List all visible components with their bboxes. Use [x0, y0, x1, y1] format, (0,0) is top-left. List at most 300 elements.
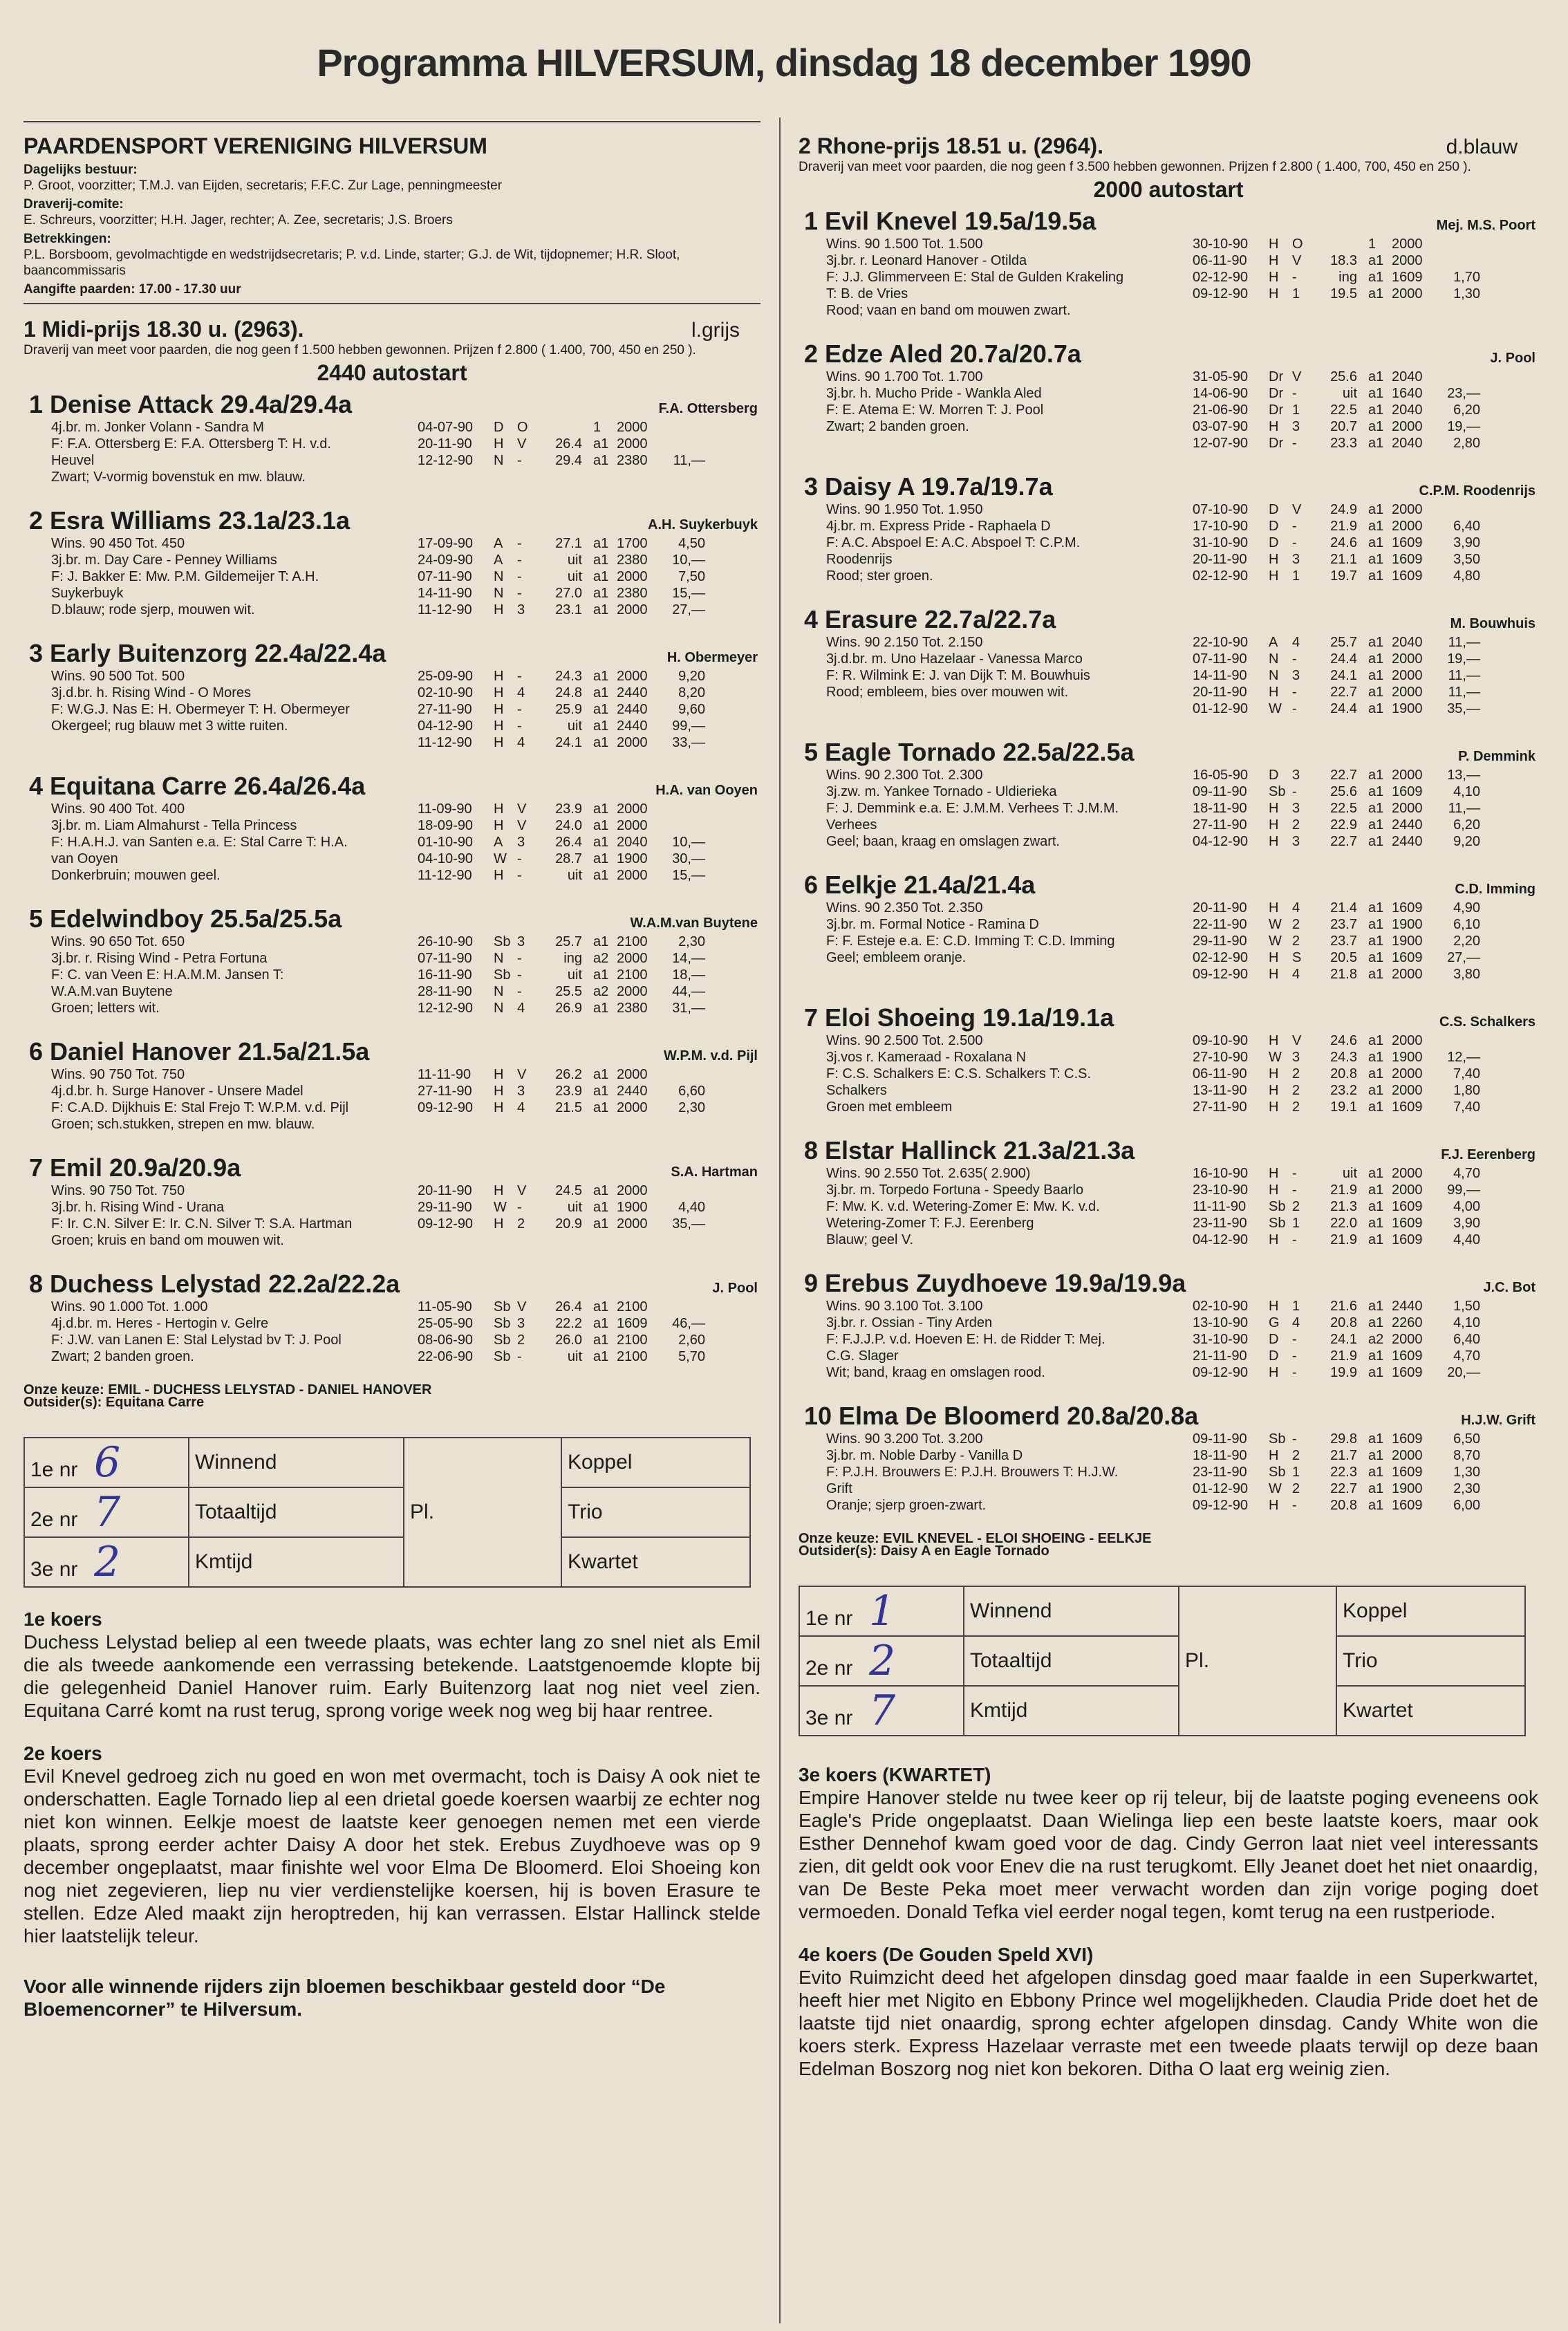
horse-entry	[24, 1153, 760, 1249]
result-cell: 22.7	[1330, 685, 1357, 700]
result-cell: a1	[1368, 519, 1384, 534]
result-cell	[1439, 236, 1480, 252]
left-column	[24, 121, 760, 2021]
race-conditions: Draverij van meet voor paarden, die nog geen f 3.500 hebben gewonnen. Prijzen f 2.800 ( 1.400, 700, 450 en 250 ).	[799, 160, 1471, 174]
result-cell: 24-09-90	[418, 552, 474, 568]
result-cell: 31-05-90	[1193, 369, 1249, 384]
result-cell: -	[1292, 1365, 1297, 1380]
result-cell: 2000	[617, 1100, 648, 1115]
result-cell: 06-11-90	[1193, 253, 1247, 268]
result-row	[1193, 535, 1538, 551]
result-cell: 18-11-90	[1193, 801, 1247, 816]
result-form-row	[24, 1438, 750, 1487]
result-cell: 4,90	[1453, 900, 1480, 916]
result-cell: 31-10-90	[1193, 535, 1249, 550]
result-cell: 18-11-90	[1193, 1448, 1247, 1463]
info-line: F: R. Wilmink E: J. van Dijk T: M. Bouwhuis	[826, 668, 1090, 683]
horse-name: 3 Early Buitenzorg 22.4a/22.4a	[29, 639, 386, 667]
horse-trainer: F.A. Ottersberg	[658, 401, 758, 416]
info-line: Wins. 90 1.950 Tot. 1.950	[826, 502, 983, 517]
result-cell	[541, 419, 582, 436]
result-cell: -	[1292, 535, 1297, 550]
result-cell: 21.6	[1330, 1299, 1357, 1314]
result-row	[418, 1199, 760, 1216]
result-row	[1193, 435, 1538, 452]
result-cell: 1,30	[1453, 286, 1480, 301]
result-cell: N	[494, 569, 504, 584]
result-cell: A	[1269, 635, 1278, 650]
result-cell: uit	[567, 1349, 582, 1364]
result-cell: 3	[1292, 1050, 1300, 1065]
result-cell: 4,00	[1453, 1199, 1480, 1214]
result-cell: a1	[1368, 1481, 1384, 1496]
result-row	[1193, 667, 1538, 684]
horse-entry	[24, 639, 760, 751]
result-cell: 02-12-90	[1193, 568, 1249, 584]
info-line: Wins. 90 1.700 Tot. 1.700	[826, 369, 983, 384]
result-row	[1193, 1165, 1538, 1182]
result-cell: 4	[517, 685, 525, 700]
result-cell: a1	[1368, 1232, 1384, 1247]
result-cell: 12-07-90	[1193, 436, 1249, 451]
info-line: 3j.br. m. Day Care - Penney Williams	[51, 552, 277, 568]
result-cell: 02-10-90	[418, 685, 474, 700]
horse-header	[799, 1136, 1538, 1165]
result-cell: 2000	[617, 436, 648, 452]
result-cell: ing	[1338, 270, 1357, 285]
form-results	[1193, 1165, 1538, 1248]
result-cell: 09-10-90	[1193, 1033, 1249, 1048]
result-cell: 25-09-90	[418, 669, 474, 684]
info-line: Wins. 90 400 Tot. 400	[51, 801, 185, 817]
result-cell: 9,20	[1453, 834, 1480, 849]
result-cell: 2	[1292, 1199, 1300, 1214]
result-cell: H	[494, 718, 504, 734]
horse-info	[799, 1165, 1193, 1248]
place-cell	[24, 1438, 189, 1487]
form-results	[418, 535, 760, 618]
result-cell: 20,—	[1447, 1365, 1480, 1380]
result-cell: 1700	[617, 536, 648, 551]
horse-entry	[24, 506, 760, 618]
result-cell	[1316, 236, 1357, 252]
result-cell: a1	[1368, 1315, 1384, 1330]
result-cell: 11,—	[673, 453, 705, 468]
result-cell: 21.4	[1330, 900, 1357, 916]
info-line: Groen; letters wit.	[51, 1001, 160, 1016]
result-cell: Dr	[1269, 369, 1284, 384]
info-line: Geel; baan, kraag en omslagen zwart.	[826, 834, 1060, 849]
form-results	[1193, 634, 1538, 717]
result-row	[1193, 817, 1538, 833]
result-cell: 2	[1292, 1083, 1300, 1098]
result-cell: 16-10-90	[1193, 1166, 1249, 1181]
result-cell: 2	[1292, 1448, 1300, 1463]
result-cell	[664, 801, 705, 817]
result-cell: -	[1292, 1332, 1297, 1347]
horse-trainer: W.P.M. v.d. Pijl	[664, 1048, 758, 1064]
result-cell: 2260	[1392, 1315, 1423, 1330]
result-cell: 11-11-90	[418, 1067, 472, 1082]
horse-header	[799, 207, 1538, 236]
result-row	[1193, 369, 1538, 385]
result-cell: 2100	[617, 967, 648, 983]
result-row	[418, 452, 760, 469]
race-review	[24, 1608, 760, 1722]
review-text: Empire Hanover stelde nu twee keer op rij teleur, bij de laatste poging eveneens ook Eagle's Pride ongeplaatst. Daan Wielinga liep een beste laatste koers, maar ook Esther Dennehof kwam goed voor de dag. Cindy Gerron laat niet veel interessants zien, dit geldt ook voor Enev die na rust terugkomt. Elly Jeanet doet het niet onaardig, van De Beste Peka moet meer verwacht worden dan zijn vorige poging doet vermoeden. Donald Tefka viel eerder nogal tegen, komt terug na een rustperiode.	[799, 1787, 1538, 1922]
result-cell: 18-09-90	[418, 818, 474, 833]
bet-type: Koppel	[561, 1438, 750, 1487]
result-cell: -	[517, 552, 522, 568]
info-line: F: H.A.H.J. van Santen e.a. E: Stal Carre T: H.A.	[51, 835, 348, 850]
place-cell	[799, 1636, 964, 1686]
horse-entry	[799, 1269, 1538, 1381]
result-cell: 35,—	[672, 1216, 705, 1232]
result-cell: a1	[593, 934, 609, 949]
result-cell: 22.7	[1330, 768, 1357, 783]
horse-entry	[799, 605, 1538, 717]
result-cell: W	[494, 851, 507, 866]
horse-details	[24, 1066, 760, 1133]
result-cell: Dr	[1269, 436, 1284, 451]
result-row	[1193, 1480, 1538, 1497]
our-choice: Onze keuze: EMIL - DUCHESS LELYSTAD - DANIEL HANOVER	[24, 1382, 432, 1397]
result-cell: 28.7	[555, 851, 582, 866]
horse-name: 5 Eagle Tornado 22.5a/22.5a	[804, 738, 1135, 766]
info-line: Groen; sch.stukken, strepen en mw. blauw.	[51, 1117, 315, 1132]
result-cell: H	[494, 436, 504, 452]
result-cell: 3	[1292, 552, 1300, 567]
association-section	[24, 196, 760, 228]
result-cell: 21.5	[555, 1100, 582, 1115]
horse-info	[799, 1431, 1193, 1514]
result-cell: a1	[1368, 651, 1384, 667]
result-cell: 04-12-90	[418, 718, 474, 734]
result-cell: V	[517, 1183, 527, 1198]
info-line: 3j.br. r. Leonard Hanover - Otilda	[826, 253, 1027, 268]
result-cell: 04-12-90	[1193, 834, 1249, 849]
result-row	[1193, 501, 1538, 518]
result-row	[1193, 568, 1538, 584]
result-cell: 09-12-90	[418, 1100, 474, 1115]
result-cell: 10,—	[672, 552, 705, 568]
result-cell: a1	[593, 718, 609, 734]
result-cell: 09-11-90	[1193, 1431, 1247, 1447]
result-cell: a1	[1368, 1299, 1384, 1314]
form-results	[418, 1299, 760, 1365]
result-row	[418, 734, 760, 751]
result-cell: a1	[593, 1084, 609, 1099]
result-row	[1193, 1431, 1538, 1447]
result-row	[1193, 1331, 1538, 1348]
result-cell: 3	[1292, 419, 1300, 434]
result-cell	[664, 436, 705, 452]
result-cell: H	[1269, 1448, 1279, 1463]
result-cell: a1	[1368, 1498, 1384, 1513]
result-cell: 2000	[617, 669, 648, 684]
place-label: 3e nr	[805, 1707, 853, 1729]
result-cell: 2440	[617, 718, 648, 734]
result-cell: a2	[1368, 1332, 1384, 1347]
result-row	[418, 867, 760, 884]
result-cell: 23-11-90	[1193, 1216, 1247, 1231]
result-cell: H	[494, 801, 504, 817]
result-cell: N	[494, 453, 504, 468]
result-cell: 11-12-90	[418, 868, 472, 883]
result-cell: 5,70	[678, 1349, 705, 1364]
form-results	[418, 668, 760, 751]
place-cell	[799, 1586, 964, 1636]
result-cell: 4	[1292, 1315, 1300, 1330]
info-line: Groen met embleem	[826, 1099, 953, 1115]
result-cell: 1	[1368, 236, 1376, 252]
info-line: 3j.br. m. Noble Darby - Vanilla D	[826, 1448, 1023, 1463]
horse-details	[799, 1165, 1538, 1248]
result-cell: 27,—	[672, 602, 705, 617]
form-results	[1193, 900, 1538, 983]
info-line: F: C.A.D. Dijkhuis E: Stal Frejo T: W.P.M. v.d. Pijl	[51, 1100, 349, 1115]
result-cell: H	[494, 818, 504, 833]
horse-name: 6 Daniel Hanover 21.5a/21.5a	[29, 1037, 370, 1066]
result-cell: -	[1292, 1431, 1297, 1447]
result-cell: 21.1	[1330, 552, 1357, 567]
horse-header	[24, 1270, 760, 1299]
result-cell: 31,—	[672, 1001, 705, 1016]
result-cell: 29.4	[555, 453, 582, 468]
horse-info	[799, 1298, 1193, 1381]
result-cell: 3	[1292, 768, 1300, 783]
result-cell: 2,30	[1453, 1481, 1480, 1496]
result-cell: -	[517, 1200, 522, 1215]
our-choice: Onze keuze: EVIL KNEVEL - ELOI SHOEING - EELKJE	[799, 1531, 1152, 1546]
result-cell: 9,20	[678, 669, 705, 684]
result-cell: -	[1292, 1232, 1297, 1247]
result-cell: 26.0	[555, 1332, 582, 1348]
horse-header	[24, 506, 760, 535]
info-line: Roodenrijs	[826, 552, 893, 567]
horse-trainer: W.A.M.van Buytene	[630, 916, 758, 931]
result-row	[418, 851, 760, 867]
result-row	[1193, 1066, 1538, 1082]
horse-name: 5 Edelwindboy 25.5a/25.5a	[29, 904, 342, 933]
horse-trainer: H. Obermeyer	[666, 650, 758, 665]
review-heading: 2e koers	[24, 1743, 102, 1764]
result-row	[418, 817, 760, 834]
info-line: Rood; vaan en band om mouwen zwart.	[826, 303, 1071, 318]
result-cell: 27-11-90	[1193, 1099, 1247, 1115]
result-cell: 19,—	[1447, 419, 1480, 434]
result-cell: a1	[1368, 1099, 1384, 1115]
result-row	[1193, 767, 1538, 783]
result-cell: a1	[1368, 502, 1384, 517]
result-cell: V	[1292, 502, 1302, 517]
result-cell: 6,10	[1453, 917, 1480, 932]
result-row	[418, 1182, 760, 1199]
result-row	[1193, 286, 1538, 302]
result-row	[418, 983, 760, 1000]
result-cell: uit	[1342, 386, 1357, 401]
horse-details	[799, 1431, 1538, 1514]
result-cell: 01-12-90	[1193, 1481, 1249, 1496]
outsiders: Outsider(s): Equitana Carre	[24, 1395, 205, 1410]
result-cell: N	[494, 586, 504, 601]
result-cell: 21-06-90	[1193, 402, 1249, 418]
result-cell: 24.3	[1330, 1050, 1357, 1065]
result-row	[418, 934, 760, 950]
result-cell: -	[1292, 1348, 1297, 1364]
horse-info	[24, 1182, 418, 1249]
result-cell: 4	[1292, 967, 1300, 982]
place-label: 2e nr	[30, 1508, 78, 1531]
result-cell: V	[517, 1067, 527, 1082]
result-cell: 2000	[617, 602, 648, 617]
result-cell: H	[1269, 236, 1279, 252]
result-cell: 14-11-90	[418, 586, 472, 601]
result-cell: N	[494, 1001, 504, 1016]
result-cell: 15,—	[672, 586, 705, 601]
result-row	[1193, 1082, 1538, 1099]
form-results	[1193, 1431, 1538, 1514]
horse-entry	[24, 1270, 760, 1365]
result-cell: 4,50	[678, 536, 705, 551]
result-cell: a1	[593, 586, 609, 601]
info-line: F: W.G.J. Nas E: H. Obermeyer T: H. Obermeyer	[51, 702, 350, 717]
form-results	[1193, 369, 1538, 452]
result-cell: 22.0	[1330, 1216, 1357, 1231]
result-cell: a1	[1368, 768, 1384, 783]
result-cell: N	[1269, 668, 1279, 683]
result-cell: H	[1269, 1299, 1279, 1314]
result-cell: 2000	[1392, 1182, 1423, 1198]
result-cell: 1,80	[1453, 1083, 1480, 1098]
result-cell: 19.5	[1330, 286, 1357, 301]
result-row	[1193, 1364, 1538, 1381]
form-results	[1193, 767, 1538, 850]
result-cell: 24.5	[555, 1183, 582, 1198]
result-cell: 24.1	[1330, 1332, 1357, 1347]
horse-info	[799, 1032, 1193, 1115]
result-cell: H	[1269, 1033, 1279, 1048]
result-row	[418, 1332, 760, 1348]
result-cell: G	[1269, 1315, 1280, 1330]
result-cell: uit	[567, 1200, 582, 1215]
result-row	[418, 801, 760, 817]
result-cell: W	[1269, 917, 1282, 932]
horse-entry	[799, 738, 1538, 850]
horse-details	[24, 419, 760, 485]
race-distance: 2000 autostart	[1093, 177, 1244, 202]
result-cell: H	[1269, 1099, 1279, 1115]
horse-trainer: A.H. Suykerbuyk	[648, 517, 758, 532]
result-cell: 07-11-90	[1193, 651, 1247, 667]
result-row	[1193, 800, 1538, 817]
result-cell: Dr	[1269, 402, 1284, 418]
result-cell: a1	[1368, 568, 1384, 584]
result-cell: 2040	[617, 835, 648, 850]
result-cell: a1	[1368, 934, 1384, 949]
result-cell: -	[517, 702, 522, 717]
result-cell: 2	[1292, 934, 1300, 949]
horse-trainer: H.A. van Ooyen	[655, 783, 758, 798]
result-cell: 12-12-90	[418, 1001, 474, 1016]
bet-type: Trio	[1336, 1636, 1525, 1686]
result-cell: 4,70	[1453, 1348, 1480, 1364]
section-heading: Dagelijks bestuur:	[24, 162, 138, 177]
info-line: Wins. 90 750 Tot. 750	[51, 1183, 185, 1198]
horse-name: 6 Eelkje 21.4a/21.4a	[804, 871, 1036, 899]
result-cell: 22.2	[555, 1316, 582, 1331]
info-line: 4j.d.br. h. Surge Hanover - Unsere Madel	[51, 1084, 304, 1099]
result-cell: Sb	[1269, 1465, 1286, 1480]
result-cell: -	[517, 984, 522, 999]
result-cell: a1	[1368, 817, 1384, 833]
result-cell: 30,—	[672, 851, 705, 866]
horse-entry	[799, 871, 1538, 983]
result-row	[418, 602, 760, 618]
result-cell: 1900	[1392, 917, 1423, 932]
info-line: Suykerbuyk	[51, 586, 124, 601]
result-row	[418, 718, 760, 734]
result-cell: 2440	[617, 702, 648, 717]
review-heading: 3e koers (KWARTET)	[799, 1764, 991, 1785]
result-cell: 1,30	[1453, 1465, 1480, 1480]
result-cell: 7,40	[1453, 1099, 1480, 1115]
result-cell: Sb	[494, 1349, 511, 1364]
result-cell: a1	[593, 702, 609, 717]
info-line: Wins. 90 2.300 Tot. 2.300	[826, 768, 983, 783]
result-cell: -	[517, 669, 522, 684]
info-line: Wins. 90 650 Tot. 650	[51, 934, 185, 949]
result-cell: 17-10-90	[1193, 519, 1249, 534]
handwritten-number: 7	[869, 1687, 896, 1735]
result-cell: Sb	[494, 967, 511, 983]
association-section	[24, 162, 760, 194]
result-cell: 25.7	[555, 934, 582, 949]
result-cell: 21-11-90	[1193, 1348, 1247, 1364]
result-row	[1193, 1215, 1538, 1232]
result-cell: 21.8	[1330, 967, 1357, 982]
result-cell: 2000	[1392, 1066, 1423, 1081]
result-cell: 1640	[1392, 386, 1423, 401]
result-cell: 6,50	[1453, 1431, 1480, 1447]
result-cell: H	[1269, 419, 1279, 434]
result-cell: 1609	[1392, 552, 1423, 567]
info-line: Wins. 90 450 Tot. 450	[51, 536, 185, 551]
result-cell: 24.1	[1330, 668, 1357, 683]
result-cell: 22.5	[1330, 801, 1357, 816]
result-cell: 2100	[617, 1332, 648, 1348]
place-label: 3e nr	[30, 1558, 78, 1581]
result-cell: V	[1292, 1033, 1302, 1048]
result-cell: 10,—	[672, 835, 705, 850]
result-cell: 19.1	[1330, 1099, 1357, 1115]
info-line: Blauw; geel V.	[826, 1232, 914, 1247]
info-line: T: B. de Vries	[826, 286, 908, 301]
result-cell: 24.4	[1330, 651, 1357, 667]
result-cell: 06-11-90	[1193, 1066, 1247, 1081]
result-row	[1193, 402, 1538, 418]
result-cell: 1,70	[1453, 270, 1480, 285]
result-cell: 2000	[617, 735, 648, 750]
horse-info	[799, 369, 1193, 452]
result-row	[418, 701, 760, 718]
result-row	[1193, 1198, 1538, 1215]
result-cell: 20.5	[1330, 950, 1357, 965]
horse-details	[799, 900, 1538, 983]
result-row	[418, 668, 760, 685]
info-line: 3j.br. m. Formal Notice - Ramina D	[826, 917, 1039, 932]
result-cell: 26-10-90	[418, 934, 474, 949]
